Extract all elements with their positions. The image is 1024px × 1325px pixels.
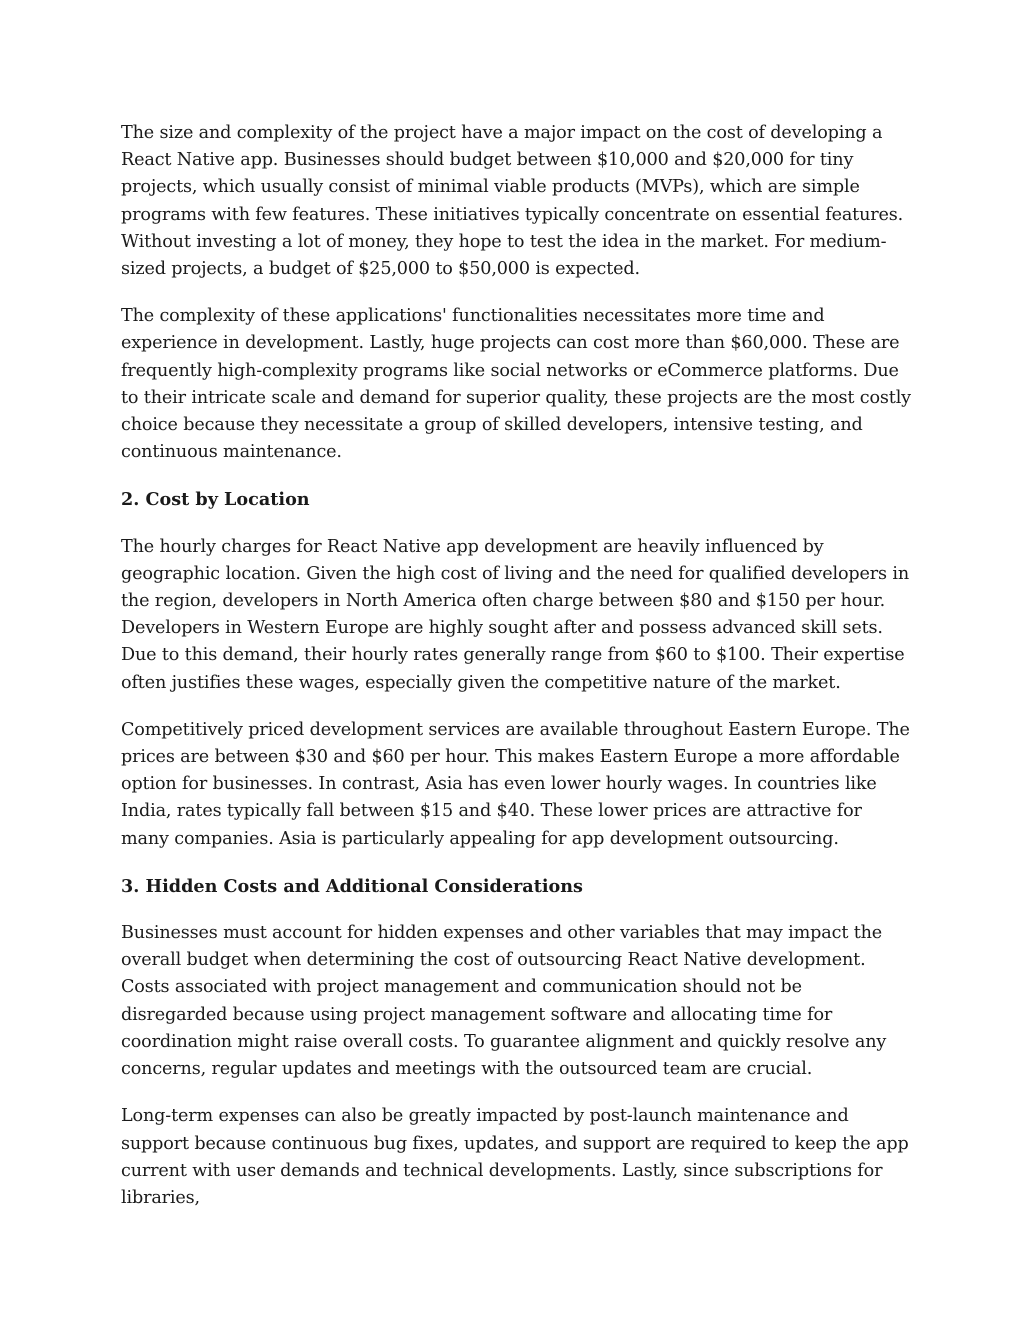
paragraph-hourly-charges: The hourly charges for React Native app development are heavily influenced by geographic location. Given the high cost of living and the need for qualified developers in the region, developers in North America often charge between $80 and $150 per hour. Developers in Western Europe are highly sought after and possess advanced skill sets. Due to this demand, their hourly rates generally range from $60 to $100. Their expertise often justifies these wages, especially given the competitive nature of the market.: [121, 536, 910, 693]
paragraph-project-size-costs: The size and complexity of the project have a major impact on the cost of developing a React Native app. Businesses should budget between $10,000 and $20,000 for tiny projects, which usually consist of minimal viable products (MVPs), which are simple programs with few features. These initiatives typically concentrate on essential features. Without investing a lot of money, they hope to test the idea in the market. For medium-sized projects, a budget of $25,000 to $50,000 is expected.: [121, 123, 904, 280]
paragraph-eastern-europe-asia: Competitively priced development services are available throughout Eastern Europe. The prices are between $30 and $60 per hour. This makes Eastern Europe a more affordable option for businesses. In contrast, Asia has even lower hourly wages. In countries like India, rates typically fall between $15 and $40. These lower prices are attractive for many companies. Asia is particularly appealing for app development outsourcing.: [121, 719, 910, 849]
heading-hidden-costs: 3. Hidden Costs and Additional Considerations: [121, 875, 583, 897]
paragraph-hidden-expenses: Businesses must account for hidden expenses and other variables that may impact the overall budget when determining the cost of outsourcing React Native development. Costs associated with project management and communication should not be disregarded because using project management software and allocating time for coordination might raise overall costs. To guarantee alignment and quickly resolve any concerns, regular updates and meetings with the outsourced team are crucial.: [121, 923, 887, 1080]
heading-cost-by-location: 2. Cost by Location: [121, 489, 310, 511]
document-page: [121, 120, 911, 1232]
paragraph-complexity: The complexity of these applications' functionalities necessitates more time and experience in development. Lastly, huge projects can cost more than $60,000. These are frequently high-complexity programs like social networks or eCommerce platforms. Due to their intricate scale and demand for superior quality, these projects are the most costly choice because they necessitate a group of skilled developers, intensive testing, and continuous maintenance.: [121, 306, 911, 463]
paragraph-long-term-expenses: Long-term expenses can also be greatly impacted by post-launch maintenance and support because continuous bug fixes, updates, and support are required to keep the app current with user demands and technical developments. Lastly, since subscriptions for libraries,: [121, 1106, 909, 1208]
